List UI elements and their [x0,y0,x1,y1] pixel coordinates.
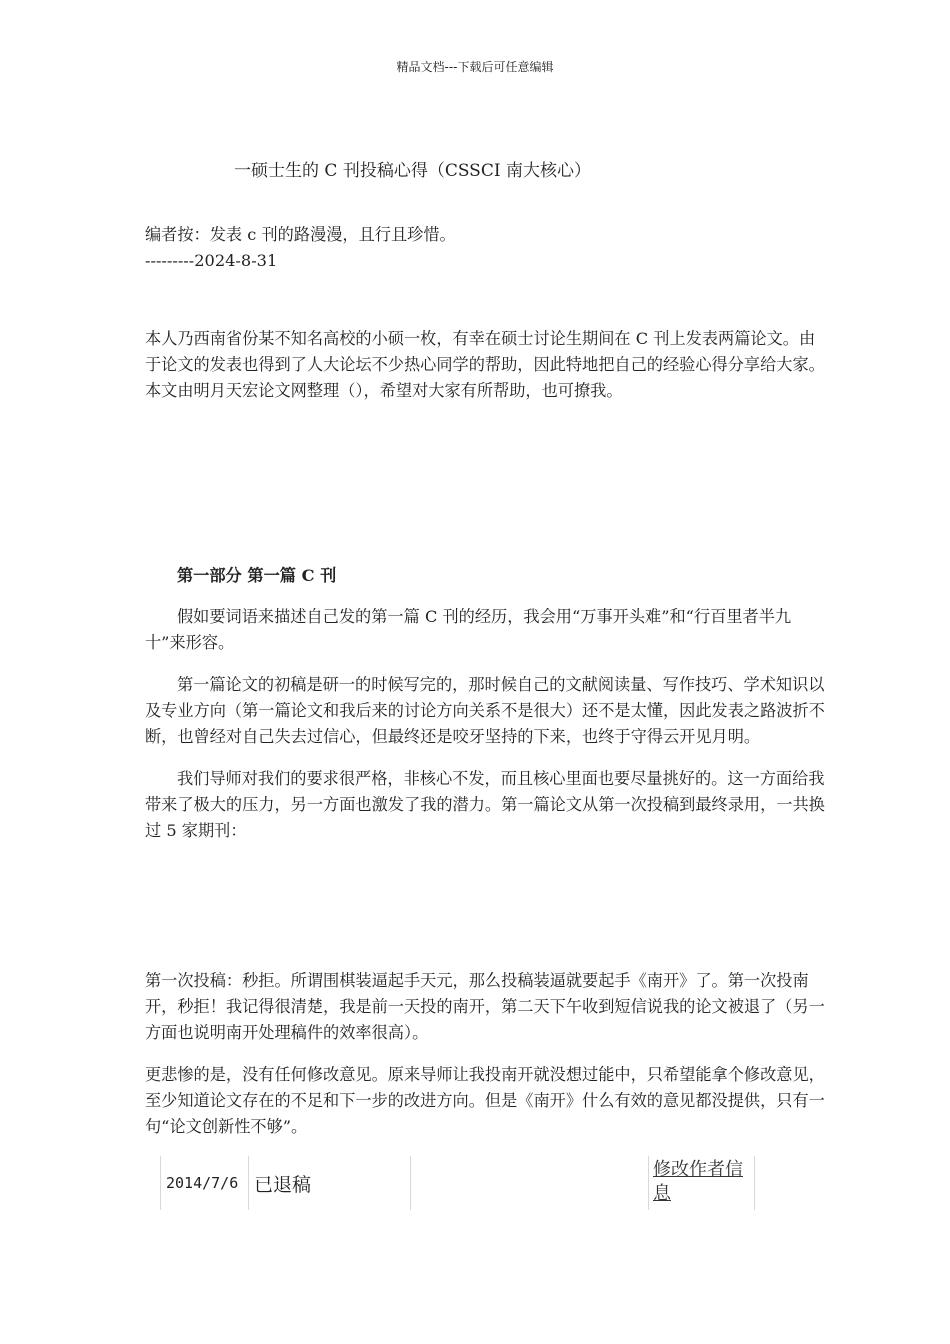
paragraph: 更悲惨的是，没有任何修改意见。原来导师让我投南开就没想过能中，只希望能拿个修改意见，至少知道论文存在的不足和下一步的改进方向。但是《南开》什么有效的意见都没提供，只有一句“论文创新性不够”。 [145,1065,825,1136]
intro-paragraph [145,326,825,404]
empty-cell [410,1156,648,1210]
paragraph: 第一次投稿：秒拒。所谓围棋装逼起手天元，那么投稿装逼就要起手《南开》了。第一次投南开，秒拒！我记得很清楚，我是前一天投的南开，第二天下午收到短信说我的论文被退了（另一方面也说明南开处理稿件的效率很高）。 [145,971,825,1042]
table-row [160,1156,755,1210]
header-note: 精品文档---下载后可任意编辑 [396,60,554,74]
edit-author-info-link[interactable]: 修改作者信息 [653,1159,743,1204]
link-cell [648,1156,755,1210]
editor-note-date: ---------2024-8-31 [145,251,278,270]
status-cell: 已退稿 [248,1156,410,1210]
date-cell: 2014/7/6 [160,1156,248,1210]
section2-body [145,968,825,1156]
paragraph: 我们导师对我们的要求很严格，非核心不发，而且核心里面也要尽量挑好的。这一方面给我带来了极大的压力，另一方面也激发了我的潜力。第一篇论文从第一次投稿到最终录用，一共换过 5 家期刊： [145,769,825,840]
editor-note-line: 编者按：发表 c 刊的路漫漫，且行且珍惜。 [145,225,456,244]
paragraph: 第一篇论文的初稿是研一的时候写完的，那时候自己的文献阅读量、写作技巧、学术知识以及专业方向（第一篇论文和我后来的讨论方向关系不是很大）还不是太懂，因此发表之路波折不断，也曾经对自己失去过信心，但最终还是咬牙坚持的下来，也终于守得云开见月明。 [145,675,825,746]
document-title: 一硕士生的 C 刊投稿心得（CSSCI 南大核心） [234,161,591,181]
section1-body [145,604,825,860]
section1-heading: 第一部分 第一篇 C 刊 [177,566,337,585]
editor-note [145,222,825,274]
intro-text: 本人乃西南省份某不知名高校的小硕一枚，有幸在硕士讨论生期间在 C 刊上发表两篇论文。由于论文的发表也得到了人大论坛不少热心同学的帮助，因此特地把自己的经验心得分享给大家。 本文由明月天宏论文网整理（），希望对大家有所帮助，也可撩我。 [145,329,825,400]
paragraph: 假如要词语来描述自己发的第一篇 C 刊的经历，我会用“万事开头难”和“行百里者半九十”来形容。 [145,607,792,652]
